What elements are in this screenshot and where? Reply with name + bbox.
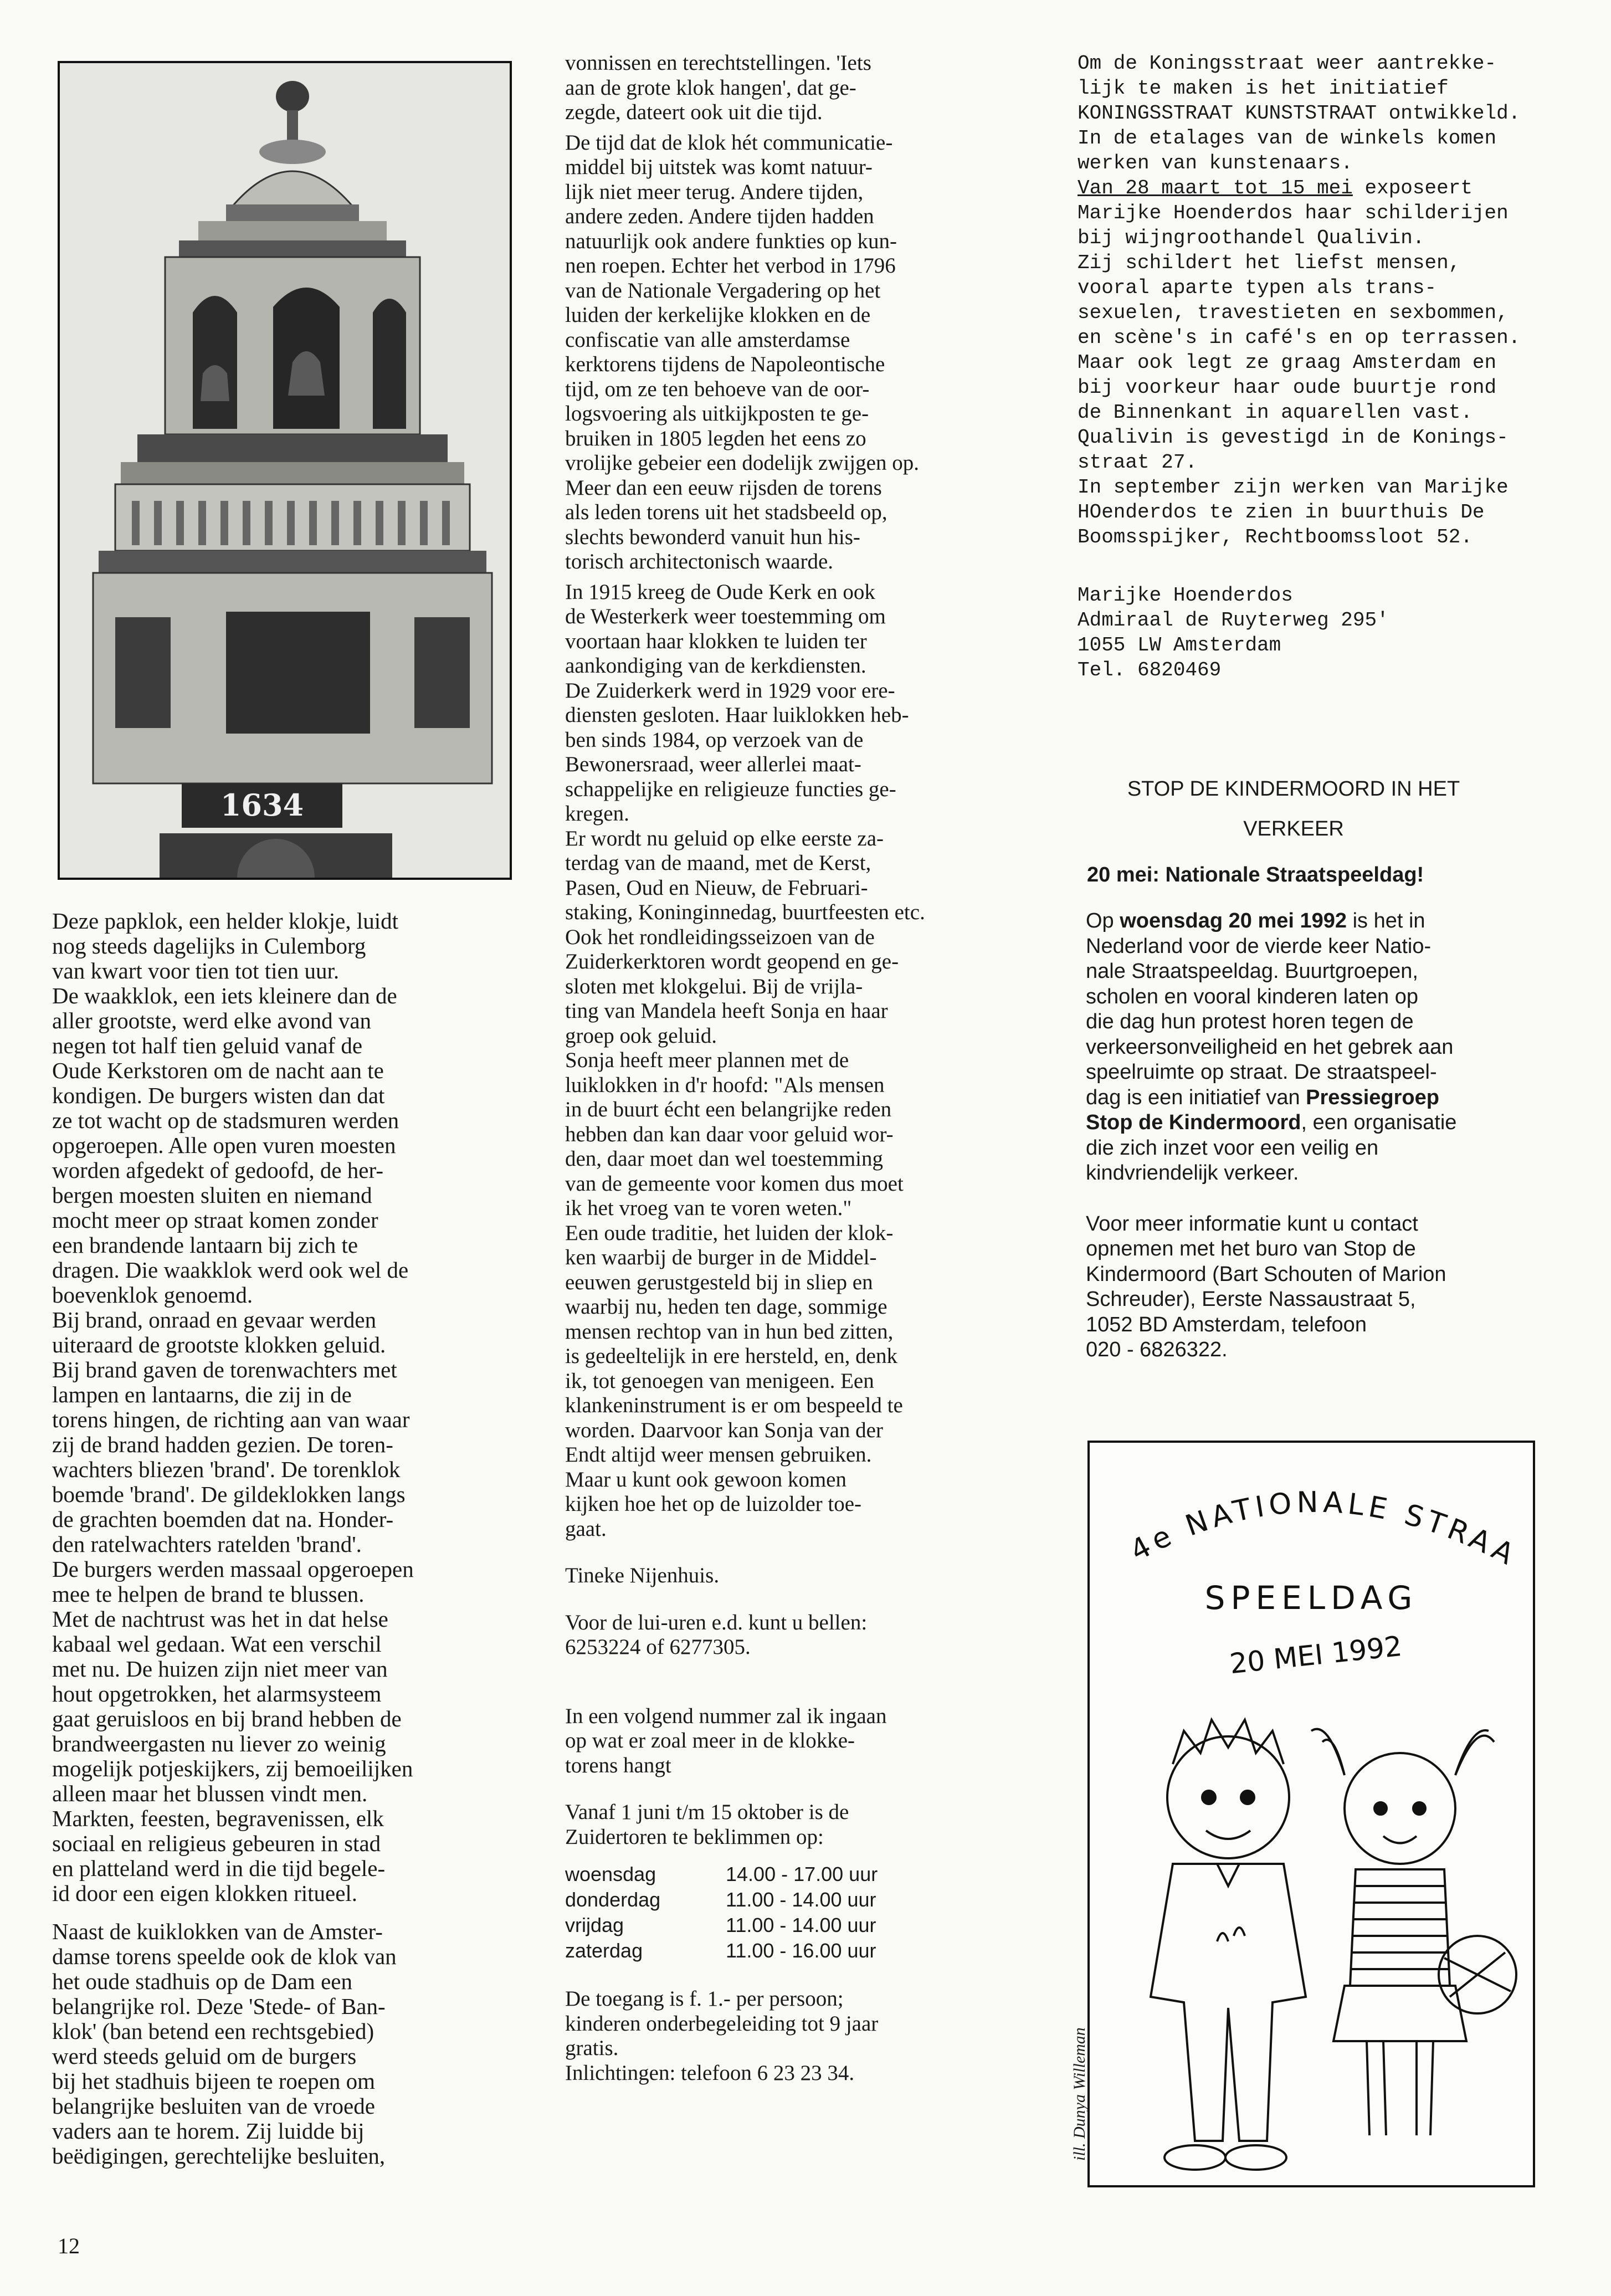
koningsstraat-line: werken van kunstenaars. — [1078, 152, 1353, 175]
children-drawing — [1090, 1443, 1533, 2185]
bold-date: woensdag 20 mei 1992 — [1120, 909, 1347, 932]
hours-day: vrijdag — [565, 1914, 624, 1936]
column1-paragraph-2: Naast de kuiklokken van de Amster- damse torens speelde ook de klok van het oude stadhuis op de Dam een belangrijke rol. Deze 'Stede- of Ban- klok' (ban betend een rechtsgebied) werd steeds geluid om de burgers bij het stadhuis bijeen te roepen om belangrijke besluiten van de vroede vaders aan te horem. Zij luidde bij beëdigingen, gerechtelijke besluiten, — [52, 1919, 397, 2169]
tower-illustration — [60, 63, 510, 878]
illustration-title-arc: 4e NATIONALE STRAA — [1125, 1485, 1521, 1572]
artist-address: Marijke Hoenderdos Admiraal de Ruyterweg 295' 1055 LW Amsterdam Tel. 6820469 — [1078, 584, 1389, 681]
bold-organisation: Pressiegroep Stop de Kindermoord — [1086, 1085, 1439, 1134]
koningsstraat-line: lijk te maken is het initiatief — [1078, 77, 1449, 100]
entry-info: De toegang is f. 1.- per persoon; kinderen onderbegeleiding tot 9 jaar gratis. Inlichtingen: telefoon 6 23 23 34. — [565, 1987, 879, 2085]
page-number: 12 — [58, 2233, 80, 2258]
hours-time: 11.00 - 16.00 uur — [726, 1939, 876, 1962]
author-signature: Tineke Nijenhuis. — [565, 1564, 720, 1587]
hours-table — [565, 1863, 878, 1965]
hours-row — [565, 1939, 878, 1965]
hours-time: 11.00 - 14.00 uur — [726, 1888, 876, 1911]
koningsstraat-line: Om de Koningsstraat weer aantrekke- — [1078, 52, 1497, 75]
svg-text:4e NATIONALE STRAAT — [1090, 1443, 1521, 1572]
exhibit-rest: exposeert — [1352, 177, 1473, 199]
hours-row — [565, 1863, 878, 1888]
tower-date-text: 1634 — [220, 787, 304, 823]
exhibit-line — [1078, 176, 1576, 201]
straatspeeldag-illustration — [1087, 1441, 1535, 2187]
illustration-date: 20 MEI 1992 — [1228, 1629, 1404, 1680]
koningsstraat-line: In de etalages van de winkels komen — [1078, 127, 1497, 150]
exhibit-paragraph: Marijke Hoenderdos haar schilderijen bij wijngroothandel Qualivin. Zij schildert het liefst mensen, vooral aparte typen als trans- sexuelen, travestieten en sexbommen, en scène's in café's en op terrassen. Maar ook legt ze graag Amsterdam en bij voorkeur haar oude buurtje rond de Binnenkant in aquarellen vast. Qualivin is gevestigd in de Konings- straat 27. In september zijn werken van Marijke HOenderdos te zien in buurthuis De Boomsspijker, Rechtboomssloot 52. — [1078, 202, 1521, 549]
hours-time: 14.00 - 17.00 uur — [726, 1863, 878, 1885]
straatspeeldag-paragraph-1 — [1086, 909, 1562, 1186]
column2-paragraph-2: De tijd dat de klok hét communicatie- middel bij uitstek was komt natuur- lijk niet meer terug. Andere tijden, andere zeden. Andere tijden hadden natuurlijk ook andere funkties op kun- nen roepen. Echter het verbod in 1796 van de Nationale Vergadering op het luiden der kerkelijke klokken en de confiscatie van alle amsterdamse kerktorens tijdens de Napoleontische tijd, om ze ten behoeve van de oor- logsvoering als uitkijkposten te ge- bruiken in 1805 legden het eens zo vrolijke gebeier een dodelijk zwijgen op. Meer dan een eeuw rijsden de torens als leden torens uit het stadsbeeld op, slechts bewonderd vanuit hun his- torisch architectonisch waarde. — [565, 130, 919, 573]
hours-day: zaterdag — [565, 1939, 643, 1962]
hours-day: donderdag — [565, 1888, 661, 1911]
column-2 — [565, 51, 1053, 2085]
illustration-credit: ill. Dunya Willeman — [1070, 2027, 1089, 2161]
headline: STOP DE KINDERMOORD IN HET VERKEER — [1127, 777, 1460, 840]
exhibit-dates: Van 28 maart tot 15 mei — [1078, 177, 1353, 199]
straatspeeldag-article — [1086, 909, 1562, 1363]
hours-row — [565, 1888, 878, 1914]
hours-row — [565, 1914, 878, 1939]
column-3 — [1078, 51, 1576, 683]
next-issue-note: In een volgend nummer zal ik ingaan op wat er zoal meer in de klokke- torens hangt — [565, 1704, 887, 1777]
tower-photo — [58, 61, 512, 880]
phone-intro: Voor de lui-uren e.d. kunt u bellen: 6253224 of 6277305. — [565, 1610, 868, 1659]
illustration-speeldag: SPEELDAG — [1204, 1579, 1418, 1617]
body-text: is het in Nederland voor de vierde keer Natio- nale Straatspeeldag. Buurtgroepen, scholen en vooral kinderen laten op die dag hun protest horen tegen de verkeersonveiligheid en het gebrek aan speelruimte op straat. De straatspeel- dag is een initiatief van — [1086, 909, 1454, 1109]
body-text: Op — [1086, 909, 1120, 932]
straatspeeldag-paragraph-2: Voor meer informatie kunt u contact opnemen met het buro van Stop de Kindermoord (Bart Schouten of Marion Schreuder), Eerste Nassaustraat 5, 1052 BD Amsterdam, telefoon 020 - 6826322. — [1086, 1212, 1446, 1361]
hours-time: 11.00 - 14.00 uur — [726, 1914, 876, 1936]
koningsstraat-line: KONINGSSTRAAT KUNSTSTRAAT ontwikkeld. — [1078, 102, 1521, 125]
column2-paragraph-1: vonnissen en terechtstellingen. 'Iets aan de grote klok hangen', dat ge- zegde, dateert ook uit die tijd. — [565, 51, 871, 124]
hours-day: woensdag — [565, 1863, 656, 1885]
climb-intro: Vanaf 1 juni t/m 15 oktober is de Zuidertoren te beklimmen op: — [565, 1800, 849, 1849]
column2-paragraph-3: In 1915 kreeg de Oude Kerk en ook de Westerkerk weer toestemming om voortaan haar klokken te luiden ter aankondiging van de kerkdiensten. De Zuiderkerk werd in 1929 voor ere- diensten gesloten. Haar luiklokken heb- ben sinds 1984, op verzoek van de Bewonersraad, weer allerlei maat- schappelijke en religieuze functies ge- kregen. Er wordt nu geluid op elke eerste za- terdag van de maand, met de Kerst, Pasen, Oud en Nieuw, de Februari- staking, Koninginnedag, buurtfeesten etc. Ook het rondleidingsseizoen van de Zuiderkerktoren wordt geopend en ge- sloten met klokgelui. Bij de vrijla- ting van Mandela heeft Sonja en haar groep ook geluid. Sonja heeft meer plannen met de luiklokken in d'r hoofd: "Als mensen in de buurt écht een belangrijke reden hebben dan kan daar voor geluid wor- den, daar moet dan wel toestemming van de gemeente voor komen dus moet ik het vroeg van te voren weten." Een oude traditie, het luiden der klok- ken waarbij de burger in de Middel- eeuwen gerustgesteld bij in sliep en waarbij nu, heden ten dage, sommige mensen rechtop van in hun bed zitten, is gedeeltelijk in ere hersteld, en, denk ik, tot genoegen van menigeen. Een klankeninstrument is er om bespeeld te worden. Daarvoor kan Sonja van der Endt altijd weer mensen gebruiken. Maar u kunt ook gewoon komen kijken hoe het op de luizolder toe- gaat. — [565, 580, 925, 1541]
column1-paragraph-1: Deze papklok, een helder klokje, luidt nog steeds dagelijks in Culemborg van kwart voor tien tot tien uur. De waakklok, een iets kleinere dan de aller grootste, werd elke avond van negen tot half tien geluid vanaf de Oude Kerkstoren om de nacht aan te kondigen. De burgers wisten dan dat ze tot wacht op de stadsmuren werden opgeroepen. Alle open vuren moesten worden afgedekt of gedoofd, de her- bergen moesten sluiten en niemand mocht meer op straat komen zonder een brandende lantaarn bij zich te dragen. Die waakklok werd ook wel de boevenklok genoemd. Bij brand, onraad en gevaar werden uiteraard de grootste klokken geluid. Bij brand gaven de torenwachters met lampen en lantaarns, die zij in de torens hingen, de richting aan van waar zij de brand hadden gezien. De toren- wachters bliezen 'brand'. De torenklok boemde 'brand'. De gildeklokken langs de grachten boemden dat na. Honder- den ratelwachters ratelden 'brand'. De burgers werden massaal opgeroepen mee te helpen de brand te blussen. Met de nachtrust was het in dat helse kabaal wel gedaan. Wat een verschil met nu. De huizen zijn niet meer van hout opgetrokken, het alarmsysteem gaat geruisloos en bij brand hebben de brandweergasten nu liever zo weinig mogelijk potjeskijkers, zij bemoeilijken alleen maar het blussen vindt men. Markten, feesten, begravenissen, elk sociaal en religieus gebeuren in stad en platteland werd in die tijd begele- id door een eigen klokken ritueel. — [52, 908, 414, 1906]
column-1 — [52, 909, 517, 2169]
body-text: , een organisatie die zich inzet voor een veilig en kindvriendelijk verkeer. — [1086, 1111, 1457, 1185]
subheadline: 20 mei: Nationale Straatspeeldag! — [1087, 863, 1424, 886]
